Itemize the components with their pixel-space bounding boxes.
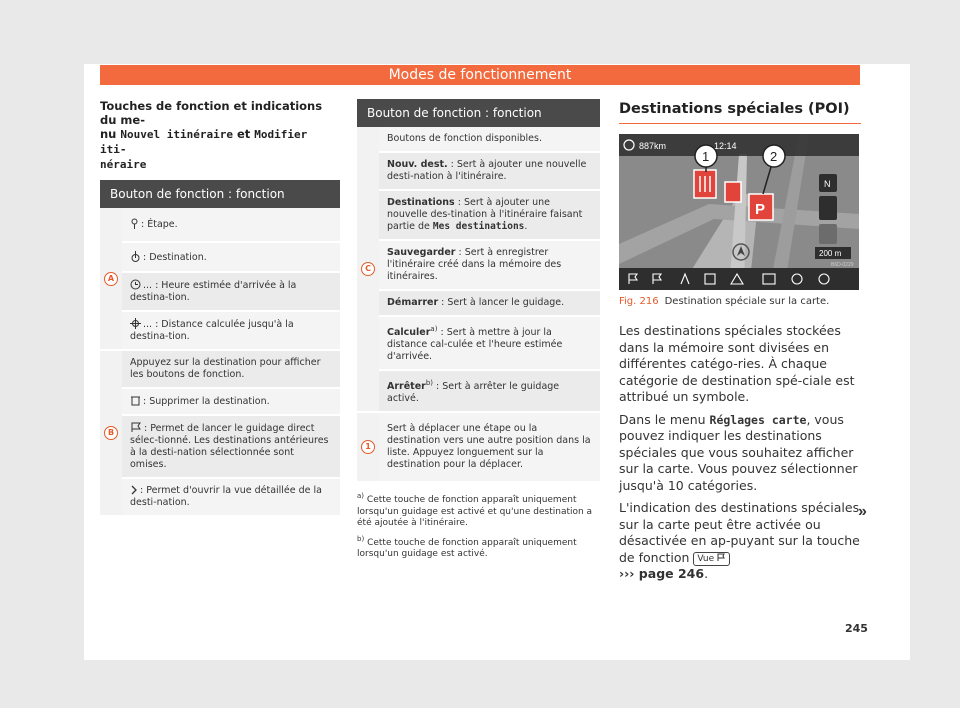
view-flag-icon — [717, 553, 726, 561]
figure-number: Fig. 216 — [619, 296, 659, 307]
group-1-key — [357, 412, 379, 482]
paragraph-2: Dans le menu Réglages carte, vous pouvez indiquer les destinations spéciales que vous souhaitez afficher sur la carte. Vous pouvez sélectionner jusqu'à 10 catégories. — [619, 411, 858, 493]
badge-1: 1 — [361, 440, 375, 454]
group-c-key — [357, 127, 379, 412]
intro-line2a: nu — [100, 127, 121, 141]
intro-heading — [100, 99, 340, 172]
page-number: 245 — [845, 622, 868, 635]
svg-text:B6D-0229: B6D-0229 — [831, 262, 854, 268]
group-a-key — [100, 208, 122, 350]
page-reference-link[interactable]: ››› page 246 — [619, 566, 705, 581]
page-header-title: Modes de fonctionnement — [388, 67, 572, 83]
poi-fuel-icon — [725, 182, 741, 202]
table1-row-destination: : Destination. — [122, 242, 340, 272]
paragraph-3: L'indication des destinations spéciales sur la carte peut être activée ou désactivée en ap-puyant sur la touche de fonction Vue ››› page 246. — [619, 500, 860, 581]
map-layer-button — [819, 224, 837, 244]
destination-flag-icon — [130, 251, 141, 262]
distance-icon — [130, 318, 141, 329]
intro-menu-new-route: Nouvel itinéraire — [120, 128, 233, 141]
trash-icon — [130, 395, 141, 406]
svg-text:200 m: 200 m — [819, 249, 842, 258]
figure-caption-text: Destination spéciale sur la carte. — [664, 296, 830, 307]
function-table-1 — [100, 180, 340, 517]
table1-row-distance: ... : Distance calculée jusqu'à la destina-tion. — [122, 311, 340, 350]
section-title: Destinations spéciales (POI) — [619, 99, 861, 124]
table2-row-move: Sert à déplacer une étape ou la destination vers une autre position dans la liste. Appuyez longuement sur la destination pour la déplacer. — [379, 412, 600, 482]
continue-marker: » — [858, 503, 867, 520]
group-b-key — [100, 350, 122, 516]
map-distance: 887km — [639, 141, 667, 151]
map-illustration — [619, 134, 859, 290]
table2-row-save: Sauvegarder : Sert à enregistrer l'itinéraire créé dans la mémoire des itinéraires. — [379, 240, 600, 290]
table2-row-new-dest: Nouv. dest. : Sert à ajouter une nouvelle desti-nation à l'itinéraire. — [379, 152, 600, 190]
map-time: 12:14 — [714, 141, 737, 151]
menu-map-settings: Réglages carte — [709, 412, 807, 427]
table1-row-arrival: ... : Heure estimée d'arrivée à la destina-tion. — [122, 272, 340, 311]
table2-row-start: Démarrer : Sert à lancer le guidage. — [379, 290, 600, 316]
clock-icon — [130, 279, 141, 290]
stage-pin-icon — [130, 218, 139, 229]
intro-menu-modify-route-a: Modifier iti- — [100, 128, 308, 156]
page-header-bar — [100, 65, 860, 85]
badge-b: B — [104, 426, 118, 440]
badge-c: C — [361, 262, 375, 276]
badge-a: A — [104, 272, 118, 286]
view-button: Vue — [693, 552, 730, 566]
intro-menu-modify-route-b: néraire — [100, 158, 147, 171]
table1-row-delete: : Supprimer la destination. — [122, 388, 340, 415]
svg-text:1: 1 — [702, 149, 710, 164]
chevron-right-icon — [130, 485, 138, 495]
table2-row-destinations: Destinations : Sert à ajouter une nouvelle des-tination à l'itinéraire faisant partie de Mes destinations. — [379, 190, 600, 240]
svg-text:2: 2 — [770, 149, 778, 164]
intro-line2b: et — [232, 127, 255, 141]
direct-guidance-flag-icon — [130, 422, 142, 433]
paragraph-1: Les destinations spéciales stockées dans la mémoire sont divisées en différentes catégo-ries. À chaque catégorie de destination spé-ciale est attribué un symbole. — [619, 323, 855, 404]
column-middle — [357, 99, 600, 565]
table1-row-direct-guidance: : Permet de lancer le guidage direct sélec-tionné. Les destinations antérieures à la desti-nation sélectionnée sont omises. — [122, 415, 340, 478]
intro-line1: Touches de fonction et indications du me- — [100, 99, 323, 127]
table1-row-detail-view: : Permet d'ouvrir la vue détaillée de la desti-nation. — [122, 478, 340, 516]
svg-text:N: N — [824, 179, 831, 189]
column-right — [619, 99, 861, 583]
map-toolbar — [619, 268, 859, 290]
function-table-2 — [357, 99, 600, 483]
navigation-map-figure — [619, 134, 859, 290]
map-mode-button — [819, 196, 837, 220]
footnote-a: $^{a)}$ Cette touche de fonction apparaît uniquement lorsqu'un guidage est activé et qu'une destination a été ajoutée à l'itinéraire. — [357, 492, 593, 529]
table2-row-available: Boutons de fonction disponibles. — [379, 127, 600, 152]
svg-text:P: P — [755, 201, 766, 218]
table1-row-show-buttons: Appuyez sur la destination pour afficher les boutons de fonction. — [122, 350, 340, 388]
footnotes — [357, 491, 600, 561]
table2-header: Bouton de fonction : fonction — [357, 99, 600, 127]
table2-row-calculate: Calculer$^{a)}$ : Sert à mettre à jour la distance cal-culée et l'heure estimée d'arrivée. — [379, 316, 600, 370]
figure-caption — [619, 296, 861, 307]
table1-row-stage: : Étape. — [122, 208, 340, 242]
footnote-b: $^{b)}$ Cette touche de fonction apparaît uniquement lorsqu'un guidage est activé. — [357, 534, 577, 560]
table2-row-stop: Arrêter$^{b)}$ : Sert à arrêter le guidage activé. — [379, 370, 600, 412]
column-left — [100, 99, 340, 517]
table1-header: Bouton de fonction : fonction — [100, 180, 340, 208]
